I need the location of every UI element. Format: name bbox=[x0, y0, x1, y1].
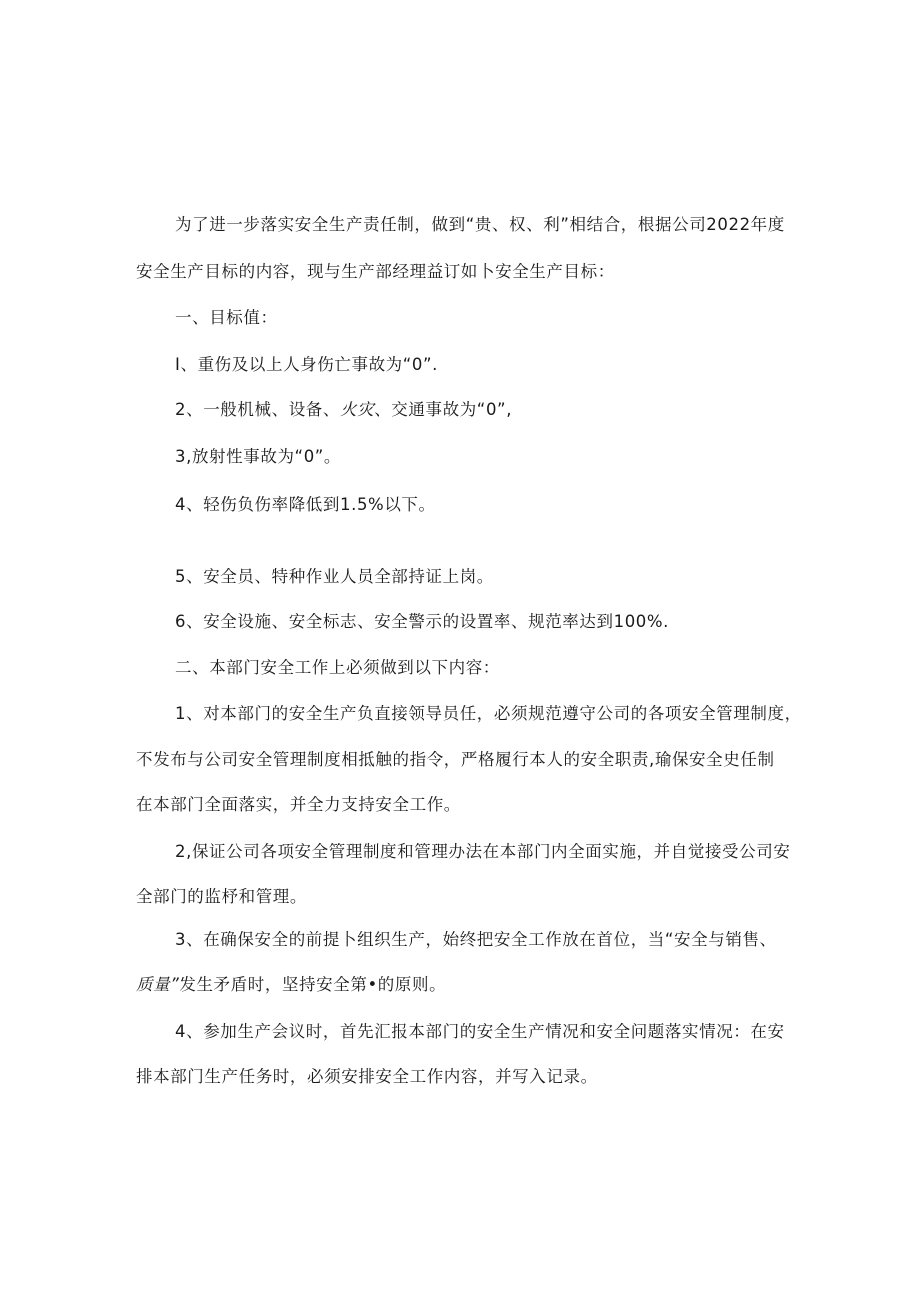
goal-item-6-text: 6、安全设施、安全标志、安全警示的设置率、规范率达到100%. bbox=[175, 612, 670, 631]
goal-item-1-text: I、重伤及以上人身伤亡事故为“0”. bbox=[175, 355, 439, 374]
section-2-heading: 二、本部门安全工作上必须做到以下内容： bbox=[175, 658, 500, 677]
goal-item-5-text: 5、安全员、特种作业人员全部持证上岗。 bbox=[175, 567, 494, 586]
goal-item-4-text: 4、轻伤负伤率降低到1.5%以下。 bbox=[175, 495, 436, 514]
goal-item-6 bbox=[175, 611, 669, 633]
duty-1-line-1: 1、对本部门的安全生产负直接领导员任，必须规范遵守公司的各项安全管理制度， bbox=[175, 704, 802, 723]
duty-4-line-1: 4、参加生产会议时，首先汇报本部门的安全生产情况和安全问题落实情况：在安 bbox=[175, 1022, 785, 1041]
goal-item-1 bbox=[175, 354, 438, 376]
goal-item-3 bbox=[175, 446, 341, 468]
goal-item-4 bbox=[175, 494, 436, 516]
goal-item-2 bbox=[175, 399, 512, 421]
duty-1-line-3: 在本部门全面落实，并全力支持安全工作。 bbox=[136, 795, 461, 814]
goal-item-2-pre: 2、一般机械、设备、 bbox=[175, 400, 340, 419]
duty-2-line-1: 2,保证公司各项安全管理制度和管理办法在本部门内全面实施，并自觉接受公司安 bbox=[175, 842, 791, 861]
duty-1-line-2: 不发布与公司安全管理制度相抵触的指令，严格履行本人的安全职责,瑜保安全史任制 bbox=[136, 750, 775, 769]
section-1-heading: 一、目标值： bbox=[175, 308, 278, 327]
intro-line-2: 安全生产目标的内容，现与生产部经理益订如卜安全生产目标： bbox=[136, 262, 615, 281]
goal-item-5 bbox=[175, 566, 494, 588]
goal-item-2-post: 、交通事故为“0”, bbox=[374, 400, 513, 419]
goal-item-3-text: 3,放射性事故为“0”。 bbox=[175, 447, 342, 466]
intro-line-1: 为了进一步落实安全生产责任制，做到“贵、权、利”相结合，根据公司2022年度 bbox=[175, 215, 785, 234]
duty-3-emphasis: 质量” bbox=[136, 975, 180, 994]
goal-item-2-emphasis: 火灾 bbox=[340, 400, 375, 419]
duty-3-line-2 bbox=[136, 974, 446, 996]
duty-3-line-2-text: 发生矛盾时，坚持安全第•的原则。 bbox=[179, 975, 447, 994]
duty-3-line-1: 3、在确保安全的前提卜组织生产，始终把安全工作放在首位，当“安全与销售、 bbox=[175, 930, 777, 949]
duty-4-line-2: 排本部门生产任务时，必须安排安全工作内容，并写入记录。 bbox=[136, 1067, 598, 1086]
duty-2-line-2: 全部门的监杼和管理。 bbox=[136, 887, 307, 906]
